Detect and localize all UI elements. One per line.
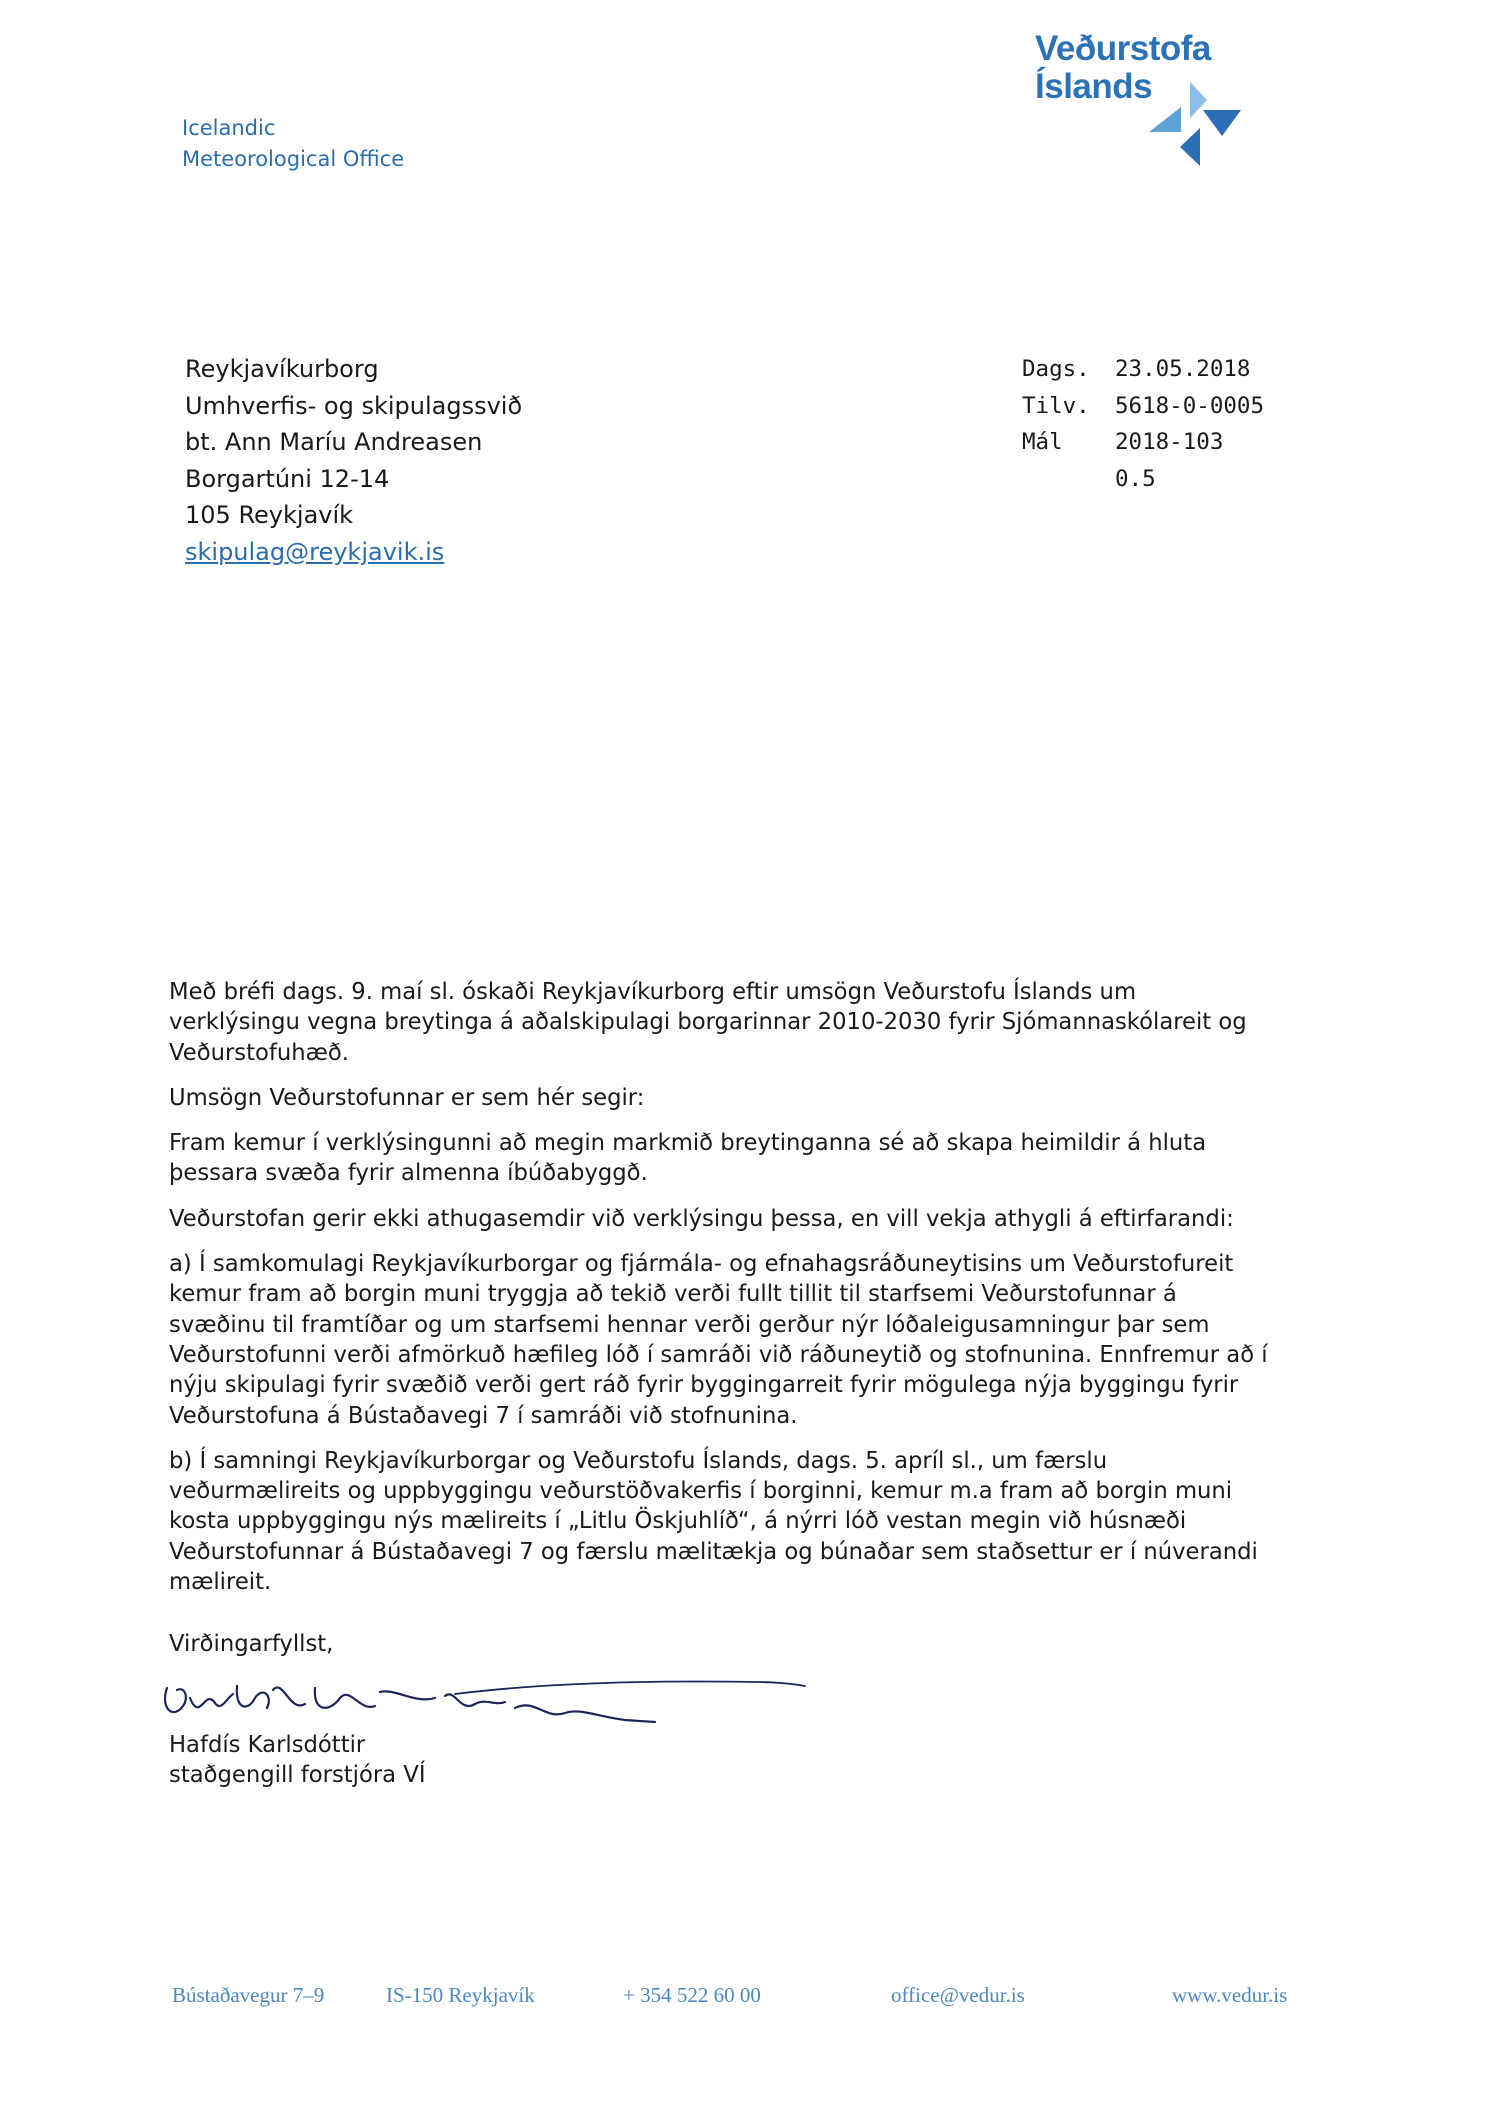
recipient-line-2: Umhverfis- og skipulagssvið [185,391,523,420]
closing: Virðingarfyllst, [169,1631,334,1657]
recipient-line-5: 105 Reykjavík [185,501,354,529]
signatory-name: Hafdís Karlsdóttir [169,1732,366,1758]
case-value: 2018-103 [1115,429,1224,455]
ref-value: 5618-0-0005 [1115,392,1265,419]
signatory-title: staðgengill forstjóra VÍ [169,1762,426,1788]
paragraph-no-objection: Veðurstofan gerir ekki athugasemdir við verklýsingu þessa, en vill vekja athygli á eftirfarandi: [169,1205,1234,1232]
footer-website[interactable]: www.vedur.is [1172,1983,1288,2007]
logo-title-line-1: Veðurstofa [1035,29,1211,68]
paragraph-statement: Umsögn Veðurstofunnar er sem hér segir: [169,1084,645,1111]
case-sub-value: 0.5 [1115,465,1156,492]
recipient-line-4: Borgartúni 12-14 [185,464,390,493]
reference-block [1022,351,1264,497]
recipient-address [185,351,522,570]
institution-line-2: Meteorological Office [182,147,405,171]
footer-address: Bústaðavegur 7–9 [172,1983,325,2007]
recipient-email-link[interactable]: skipulag@reykjavik.is [185,537,445,566]
date-label: Dags. [1022,356,1090,382]
logo-mark-icon [1145,70,1280,170]
recipient-line-3: bt. Ann Maríu Andreasen [185,428,483,456]
footer-email[interactable]: office@vedur.is [891,1983,1025,2007]
institution-line-1: Icelandic [182,116,276,140]
recipient-line-1: Reykjavíkurborg [185,355,379,383]
paragraph-objective: Fram kemur í verklýsingunni að megin markmið breytinganna sé að skapa heimildir á hluta þessara svæða fyrir almenna íbúðabyggð. [169,1130,1207,1187]
letter-body [169,977,1269,1612]
footer-phone: + 354 522 60 00 [623,1983,761,2007]
paragraph-point-a: a) Í samkomulagi Reykjavíkurborgar og fjármála- og efnahagsráðuneytisins um Veðurstofureit kemur fram að borgin muni tryggja að tekið verði fullt tillit til starfsemi Veðurstofunnar á svæðinu til framtíðar og um starfsemi hennar verði gerður nýr lóðaleigusamningur þar sem Veðurstofunni verði afmörkuð hæfileg lóð í samráði við ráðuneytið og stofnunina. Ennfremur að í nýju skipulagi fyrir svæðið verði gert ráð fyrir byggingarreit fyrir mögulega nýja byggingu fyrir Veðurstofuna á Bústaðavegi 7 í samráði við stofnunina. [169,1251,1268,1429]
ref-label: Tilv. [1022,392,1090,419]
logo [1035,30,1275,170]
case-label: Mál [1022,429,1063,455]
date-value: 23.05.2018 [1115,356,1251,382]
logo-title-line-2: Íslands [1035,67,1153,106]
paragraph-point-b: b) Í samningi Reykjavíkurborgar og Veðurstofu Íslands, dags. 5. apríl sl., um færslu veðurmælireits og uppbyggingu veðurstöðvakerfis í borginni, kemur m.a fram að borgin muni kosta uppbyggingu nýs mælireits í „Litlu Öskjuhlíð“, á nýrri lóð vestan megin við húsnæði Veðurstofunnar á Bústaðavegi 7 og færslu mælitækja og búnaðar sem staðsettur er í núverandi mælireit. [169,1447,1258,1596]
paragraph-intro: Með bréfi dags. 9. maí sl. óskaði Reykjavíkurborg eftir umsögn Veðurstofu Íslands um verklýsingu vegna breytinga á aðalskipulagi borgarinnar 2010-2030 fyrir Sjómannaskólareit og Veðurstofuhæð. [169,979,1247,1066]
footer-city: IS-150 Reykjavík [386,1983,535,2007]
institution-name [182,113,404,175]
